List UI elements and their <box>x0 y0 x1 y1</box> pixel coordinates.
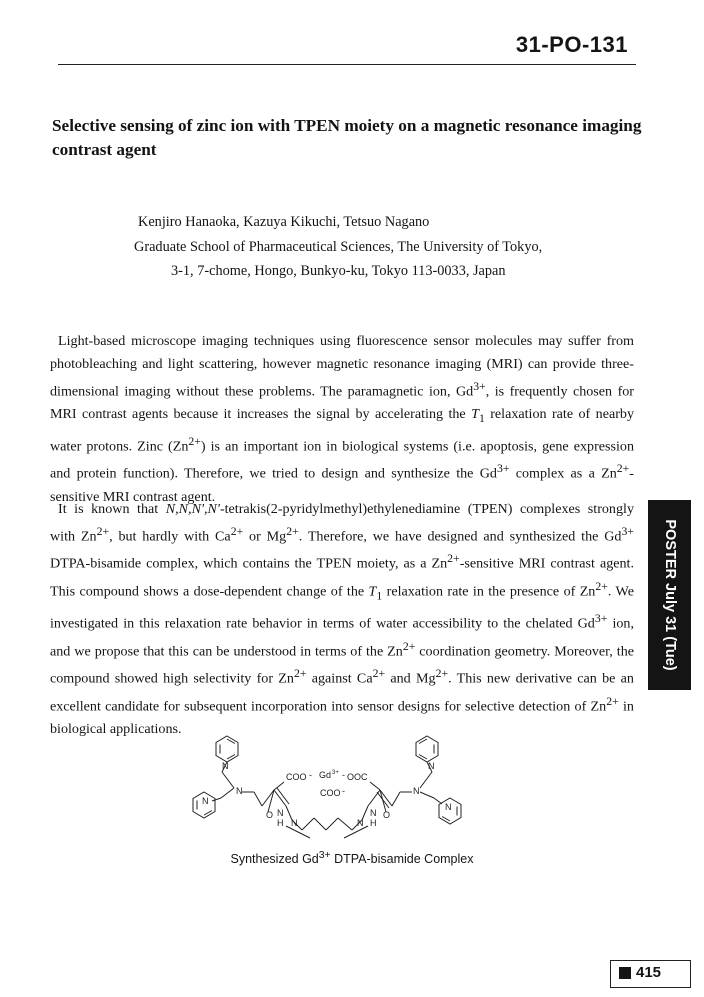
text-run: in biological applications. <box>50 698 634 737</box>
backbone-n-label: N <box>291 818 298 828</box>
figure-caption <box>0 850 704 866</box>
text-run: complex as a Zn <box>509 465 617 482</box>
affiliation-line-2: 3-1, 7-chome, Hongo, Bunkyo-ku, Tokyo 113-0033, Japan <box>171 263 506 279</box>
text-run: and Mg <box>385 670 436 687</box>
superscript: 2+ <box>230 524 244 538</box>
superscript: 2+ <box>606 694 619 708</box>
gadolinium-charge: 3+ <box>332 770 339 776</box>
text-run: . We investigated in this relaxation rate behavior in terms of water accessibility to the chelated Gd <box>50 583 634 632</box>
abstract-paragraph-1 <box>50 330 634 508</box>
text-run: -tetrakis(2-pyridylmethyl)ethylenediamine (TPEN) complexes strongly with Zn <box>50 501 634 545</box>
affiliation-line-1: Graduate School of Pharmaceutical Sciences, The University of Tokyo, <box>134 238 543 255</box>
amide-n-label: N <box>277 808 284 818</box>
text-run: . This new derivative can be an excellent candidate for subsequent incorporation into sensor designs for selective detection of Zn <box>50 670 634 715</box>
superscript: 3+ <box>496 462 510 476</box>
amide-h-label: H <box>277 818 284 828</box>
text-run: against Ca <box>306 670 373 687</box>
text-run: , is frequently chosen for MRI contrast agents because it increases the signal by accelerating the <box>50 383 634 423</box>
superscript: 3+ <box>594 612 608 626</box>
text-run: Light-based microscope imaging techniques using fluorescence sensor molecules may suffer from photobleaching and light scattering, however magnetic resonance imaging (MRI) can provide three-dimensional imaging without these problems. The paramagnetic ion, Gd <box>50 333 634 400</box>
carboxylate-charge: - <box>342 786 345 796</box>
superscript: 2+ <box>616 462 630 476</box>
text-run: ion, and we propose that this can be understood in terms of the Zn <box>50 615 635 660</box>
carboxylate-charge: - <box>309 770 312 780</box>
text-run: DTPA-bisamide complex, which contains the TPEN moiety, as a Zn <box>50 555 448 572</box>
subscript: 1 <box>376 589 383 603</box>
italic-symbol: N,N,N',N' <box>165 501 220 517</box>
superscript: 2+ <box>286 524 299 538</box>
gd-dtpa-bisamide-structure <box>182 734 472 849</box>
superscript: 2+ <box>96 524 110 538</box>
gadolinium-label: Gd <box>319 770 332 780</box>
amine-n-label: N <box>236 786 243 796</box>
page-marker-square <box>619 967 631 979</box>
text-run: , but hardly with Ca <box>109 528 231 545</box>
text-run: -sensitive MRI contrast agent. This compound shows a dose-dependent change of the <box>50 555 634 600</box>
italic-symbol: T <box>471 406 479 423</box>
pyridine-n-label: N <box>428 761 435 771</box>
author-names: Kenjiro Hanaoka, Kazuya Kikuchi, Tetsuo Nagano <box>138 214 430 230</box>
page-number: 415 <box>636 964 662 981</box>
amine-n-label: N <box>413 786 420 796</box>
superscript: 2+ <box>372 667 386 681</box>
text-run: ) is an important ion in biological systems (i.e. apoptosis, gene expression and protein function). Therefore, we tried to design and synthesize the Gd <box>50 438 634 482</box>
superscript: 2+ <box>447 552 460 566</box>
amide-h-label: H <box>370 818 377 828</box>
italic-symbol: T <box>368 583 377 600</box>
text-run: relaxation rate of nearby water protons. Zinc (Zn <box>50 406 635 455</box>
pyridine-n-label: N <box>222 761 229 771</box>
text-run: coordination geometry. Moreover, the compound showed high selectivity for Zn <box>50 643 635 687</box>
paper-title: Selective sensing of zinc ion with TPEN moiety on a magnetic resonance imaging contrast agent <box>52 116 642 159</box>
backbone-n-label: N <box>357 818 364 828</box>
superscript: 2+ <box>435 667 449 681</box>
page-number-box <box>610 960 691 988</box>
text-run: or Mg <box>243 528 287 545</box>
text-run: . Therefore, we have designed and synthesized the Gd <box>298 528 622 545</box>
side-tab-label: POSTER July 31 (Tue) <box>661 519 678 671</box>
carbonyl-o-label: O <box>383 810 391 820</box>
carbonyl-o-label: O <box>266 810 274 820</box>
superscript: 2+ <box>293 667 307 681</box>
pyridine-n-label: N <box>202 796 209 806</box>
superscript: 2+ <box>595 579 608 593</box>
text-run: relaxation rate in the presence of Zn <box>382 583 596 600</box>
abstract-paragraph-2 <box>50 498 634 741</box>
carboxylate-label: COO <box>320 788 341 798</box>
carboxylate-charge: - <box>342 770 345 780</box>
header-rule <box>58 64 636 65</box>
superscript: 3+ <box>473 379 486 393</box>
caption-text: Synthesized Gd <box>230 852 319 867</box>
subscript: 1 <box>478 411 485 425</box>
superscript: 3+ <box>621 524 634 538</box>
superscript: 2+ <box>402 639 416 653</box>
author-block <box>0 210 704 284</box>
abstract-code: 31-PO-131 <box>515 32 628 57</box>
text-run: It is known that <box>58 501 166 517</box>
amide-n-label: N <box>370 808 377 818</box>
pyridine-n-label: N <box>445 802 452 812</box>
caption-superscript: 3+ <box>318 850 331 861</box>
text-run: -sensitive MRI contrast agent. <box>50 465 634 505</box>
carboxylate-label: OOC <box>347 772 368 782</box>
carboxylate-label: COO <box>286 772 307 782</box>
caption-text: DTPA-bisamide Complex <box>330 852 474 867</box>
superscript: 2+ <box>188 434 201 448</box>
poster-side-tab <box>648 500 691 690</box>
